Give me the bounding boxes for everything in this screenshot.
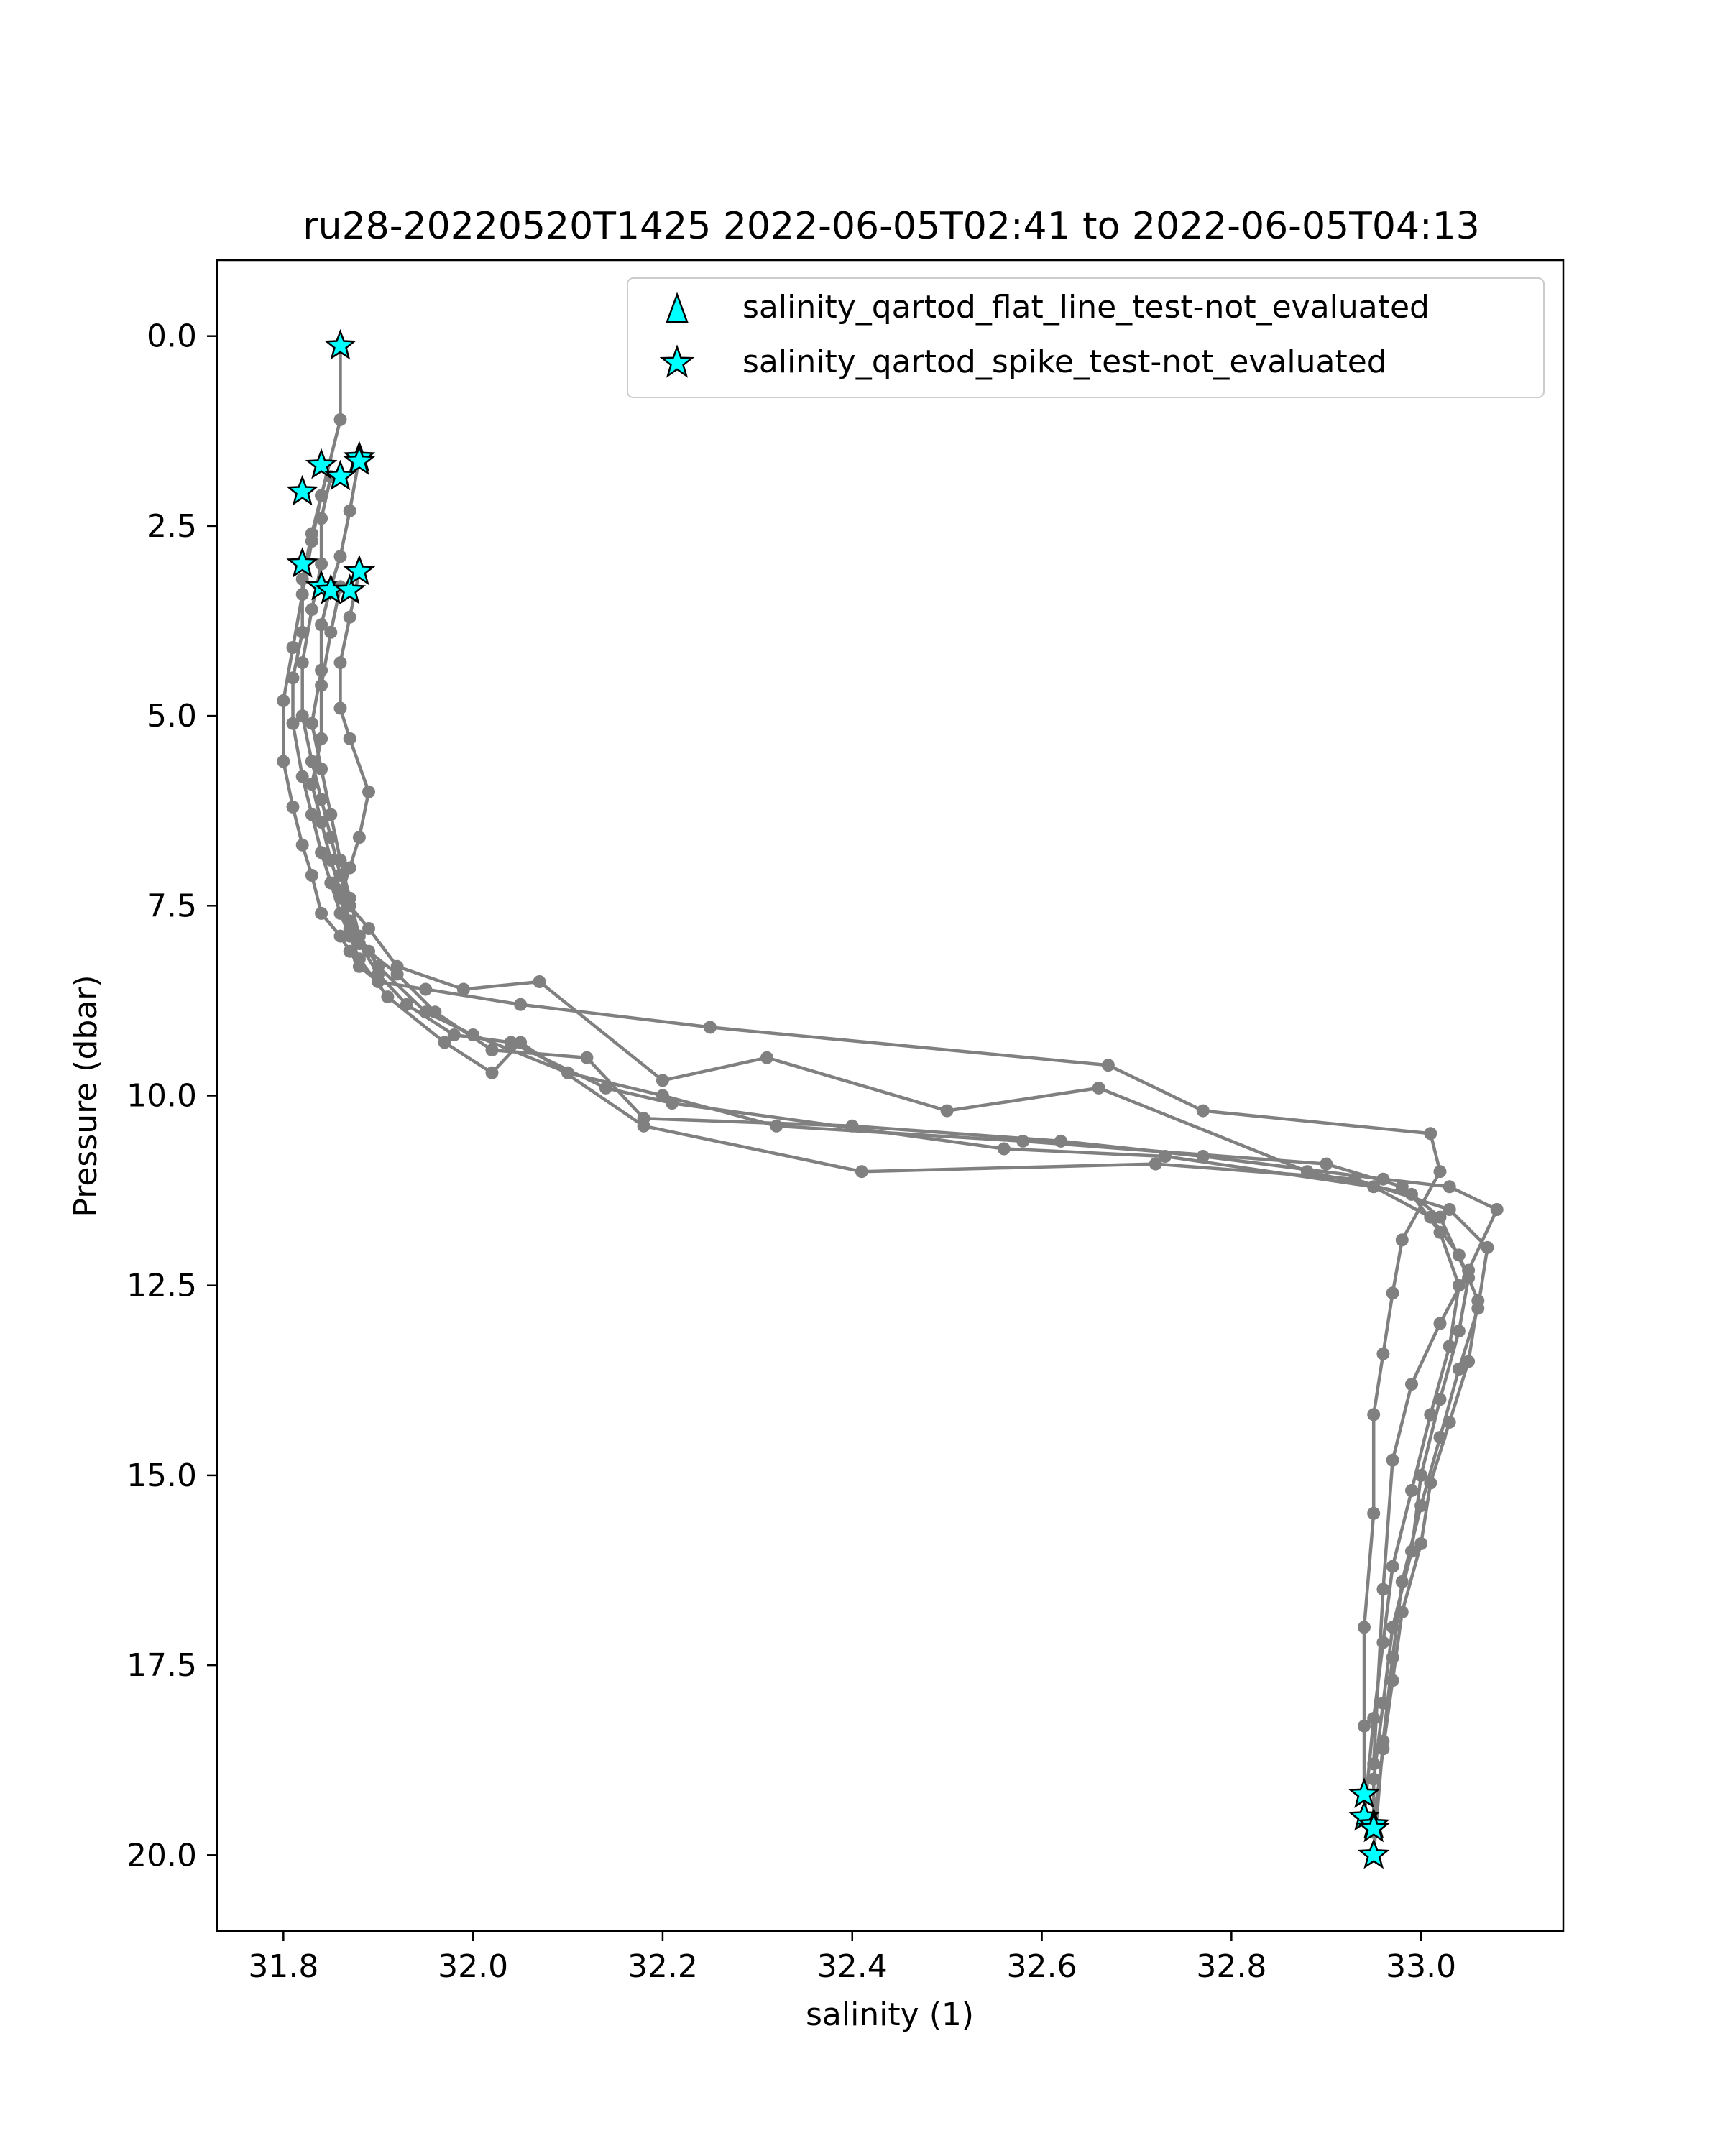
data-point [514,998,527,1011]
x-tick-label: 33.0 [1386,1948,1457,1985]
legend [627,278,1544,397]
data-point [638,1112,650,1125]
data-point [287,671,300,684]
data-point [1376,1348,1389,1360]
data-point [1443,1180,1456,1193]
data-point [305,528,318,540]
data-point [334,892,347,905]
data-point [353,831,366,844]
data-point [1376,1173,1389,1186]
profile-line-1 [283,346,1440,1794]
data-point [296,839,309,852]
data-point [362,945,375,958]
y-tick-label: 0.0 [147,318,197,355]
data-point [1424,1127,1437,1140]
data-point [1443,1416,1456,1429]
data-point [1376,1742,1389,1755]
spike-test-star-marker [346,447,373,473]
x-tick-label: 32.4 [816,1948,888,1985]
data-point [1092,1082,1105,1095]
data-point [1491,1203,1504,1216]
data-point [486,1044,499,1056]
data-point [344,732,356,745]
data-point [296,656,309,669]
data-point [419,983,432,996]
data-point [344,611,356,624]
data-point [1434,1165,1447,1178]
legend-entry-flat-line: salinity_qartod_flat_line_test-not_evaluated [742,289,1430,326]
data-point [1443,1203,1456,1216]
data-point [391,967,404,980]
data-point [1462,1264,1475,1277]
data-point [1405,1484,1418,1497]
data-point [362,922,375,935]
profile-line-4 [303,476,1459,1817]
data-point [457,983,470,996]
data-point [1424,1211,1437,1224]
data-point [760,1051,773,1064]
data-point [334,702,347,715]
y-tick-label: 2.5 [147,507,197,545]
data-point [1396,1575,1409,1588]
plot-area [277,331,1503,1866]
y-tick-label: 10.0 [126,1077,197,1115]
x-axis [248,1931,1456,1985]
data-point [666,1097,678,1110]
data-point [855,1165,868,1178]
profile-line-2 [312,458,1468,1833]
data-point [1386,1674,1399,1687]
data-point [305,869,318,882]
data-point [533,975,546,988]
x-tick-label: 32.2 [627,1948,698,1985]
data-point [1367,1712,1380,1725]
data-point [998,1143,1011,1156]
data-point [362,786,375,798]
data-point [1405,1188,1418,1201]
data-point [315,732,328,745]
data-point [305,778,318,791]
data-point [296,573,309,586]
chart-title: ru28-20220520T1425 2022-06-05T02:41 to 2022-06-05T04:13 [303,205,1480,248]
data-point [381,990,394,1003]
data-point [486,1067,499,1079]
data-point [305,603,318,616]
data-point [315,907,328,920]
data-point [1414,1537,1427,1550]
data-point [344,862,356,875]
data-point [448,1028,461,1041]
data-point [1405,1378,1418,1391]
x-tick-label: 31.8 [248,1948,319,1985]
data-point [941,1105,954,1118]
data-point [1424,1408,1437,1421]
data-point [1102,1059,1115,1072]
y-tick-label: 20.0 [126,1837,197,1874]
data-point [372,967,385,980]
data-point [1453,1248,1466,1261]
data-point [580,1051,593,1064]
data-point [334,550,347,563]
data-point [704,1021,717,1033]
x-tick-label: 32.0 [438,1948,509,1985]
y-tick-label: 12.5 [126,1267,197,1304]
data-point [324,854,337,867]
spike-test-star-marker [336,576,364,602]
y-tick-label: 15.0 [126,1457,197,1494]
data-point [344,922,356,935]
x-tick-label: 32.8 [1196,1948,1267,1985]
y-tick-label: 17.5 [126,1647,197,1685]
data-point [1434,1317,1447,1330]
data-point [277,755,290,768]
data-point [505,1036,518,1049]
data-point [1320,1158,1333,1171]
data-point [1453,1325,1466,1337]
legend-entry-spike: salinity_qartod_spike_test-not_evaluated [742,344,1387,380]
data-point [334,656,347,669]
data-point [315,679,328,692]
data-point [1471,1294,1484,1307]
y-tick-label: 5.0 [147,698,197,735]
data-point [428,1005,441,1018]
data-point [1424,1477,1437,1490]
data-point [1367,1507,1380,1520]
data-point [287,801,300,814]
data-point [296,709,309,722]
data-point [846,1120,859,1133]
data-point [656,1074,669,1087]
data-point [1386,1560,1399,1573]
data-point [1396,1233,1409,1246]
spike-test-star-marker [289,477,316,503]
data-point [400,998,413,1011]
data-point [1443,1340,1456,1353]
data-point [1054,1135,1067,1148]
data-point [344,505,356,517]
data-point [1386,1454,1399,1467]
data-point [1462,1355,1475,1368]
data-point [315,512,328,525]
data-point [1367,1408,1380,1421]
y-tick-label: 7.5 [147,888,197,925]
data-point [324,626,337,639]
y-axis [126,318,217,1874]
y-axis-label: Pressure (dbar) [68,975,104,1217]
data-point [1197,1105,1210,1118]
data-point [315,816,328,829]
data-point [1367,1758,1380,1771]
data-point [277,694,290,707]
x-axis-label: salinity (1) [805,1996,975,2033]
spike-test-star-marker [327,462,354,488]
x-tick-label: 32.6 [1006,1948,1077,1985]
data-point [1396,1606,1409,1618]
spike-test-star-marker [1360,1841,1387,1866]
data-point [1376,1583,1389,1595]
data-point [1386,1286,1399,1299]
data-point [1358,1621,1371,1634]
profile-line-5 [312,586,1478,1825]
data-point [334,413,347,426]
data-point [1197,1150,1210,1163]
